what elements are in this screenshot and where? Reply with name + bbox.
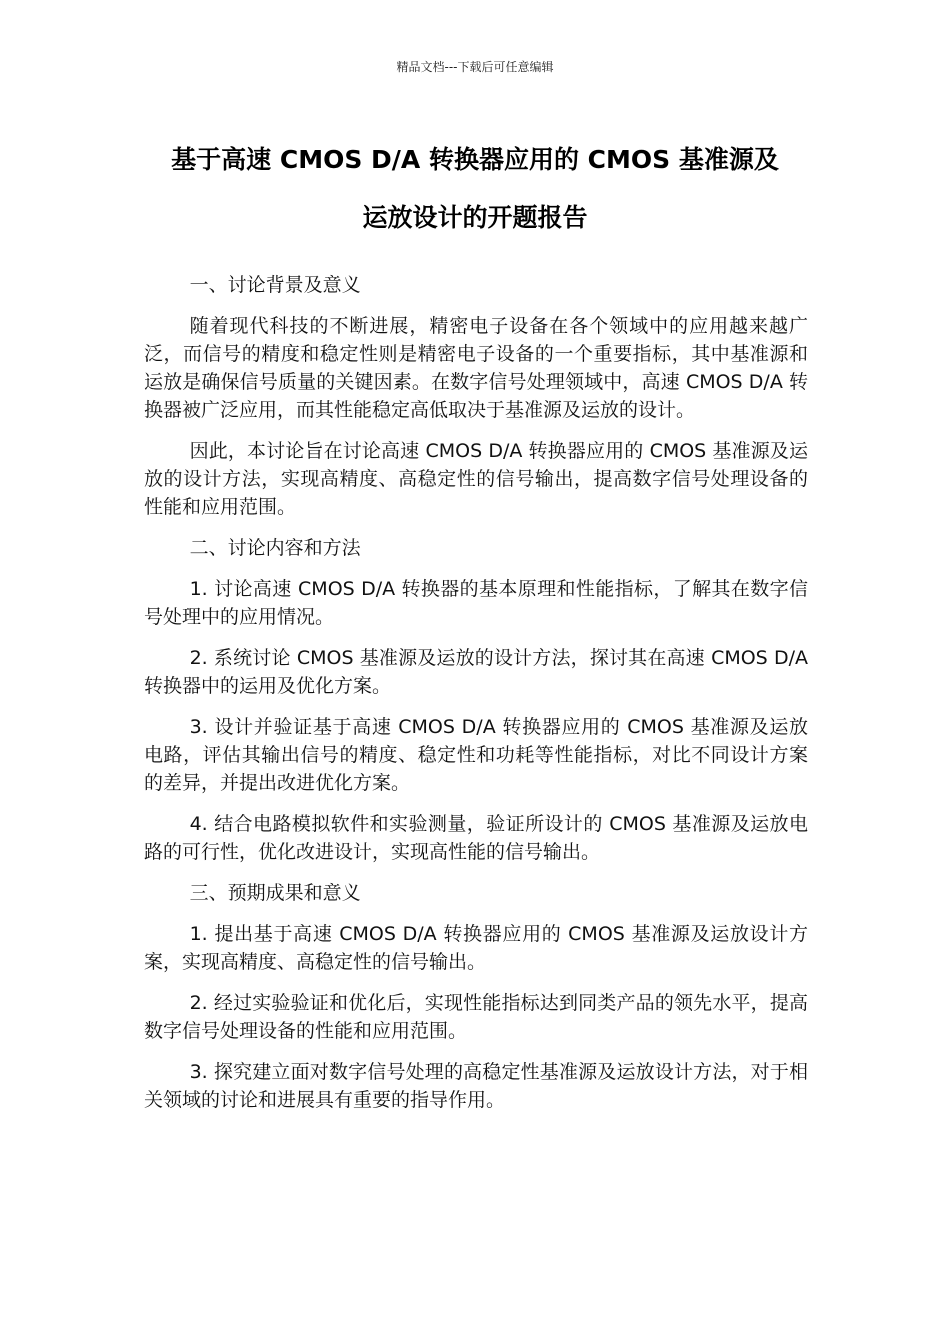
section-heading-content-methods: 二、讨论内容和方法	[189, 537, 361, 559]
list-item-content-2: 2. 系统讨论 CMOS 基准源及运放的设计方法，探讨其在高速 CMOS D/A 转换器中的运用及优化方案。	[144, 647, 808, 697]
list-item-result-1: 1. 提出基于高速 CMOS D/A 转换器应用的 CMOS 基准源及运放设计方案，实现高精度、高稳定性的信号输出。	[144, 923, 808, 973]
list-item-result-2: 2. 经过实验验证和优化后，实现性能指标达到同类产品的领先水平，提高数字信号处理设备的性能和应用范围。	[144, 992, 808, 1042]
section-heading-expected-results: 三、预期成果和意义	[189, 882, 361, 904]
list-item-content-1: 1. 讨论高速 CMOS D/A 转换器的基本原理和性能指标，了解其在数字信号处理中的应用情况。	[144, 578, 808, 628]
page-header-note: 精品文档---下载后可任意编辑	[396, 60, 554, 74]
document-title-line-2: 运放设计的开题报告	[362, 203, 588, 232]
paragraph-purpose: 因此，本讨论旨在讨论高速 CMOS D/A 转换器应用的 CMOS 基准源及运放的设计方法，实现高精度、高稳定性的信号输出，提高数字信号处理设备的性能和应用范围。	[144, 440, 808, 518]
list-item-content-4: 4. 结合电路模拟软件和实验测量，验证所设计的 CMOS 基准源及运放电路的可行性，优化改进设计，实现高性能的信号输出。	[144, 813, 808, 863]
document-title-line-1: 基于高速 CMOS D/A 转换器应用的 CMOS 基准源及	[171, 145, 779, 174]
section-heading-background: 一、讨论背景及意义	[189, 274, 361, 296]
list-item-content-3: 3. 设计并验证基于高速 CMOS D/A 转换器应用的 CMOS 基准源及运放电路，评估其输出信号的精度、稳定性和功耗等性能指标，对比不同设计方案的差异，并提出改进优化方案。	[144, 716, 808, 794]
paragraph-background: 随着现代科技的不断进展，精密电子设备在各个领域中的应用越来越广泛，而信号的精度和稳定性则是精密电子设备的一个重要指标，其中基准源和运放是确保信号质量的关键因素。在数字信号处理领域中，高速 CMOS D/A 转换器被广泛应用，而其性能稳定高低取决于基准源及运放的设计。	[144, 315, 808, 421]
document-body	[144, 271, 808, 1127]
list-item-result-3: 3. 探究建立面对数字信号处理的高稳定性基准源及运放设计方法，对于相关领域的讨论和进展具有重要的指导作用。	[144, 1061, 808, 1111]
